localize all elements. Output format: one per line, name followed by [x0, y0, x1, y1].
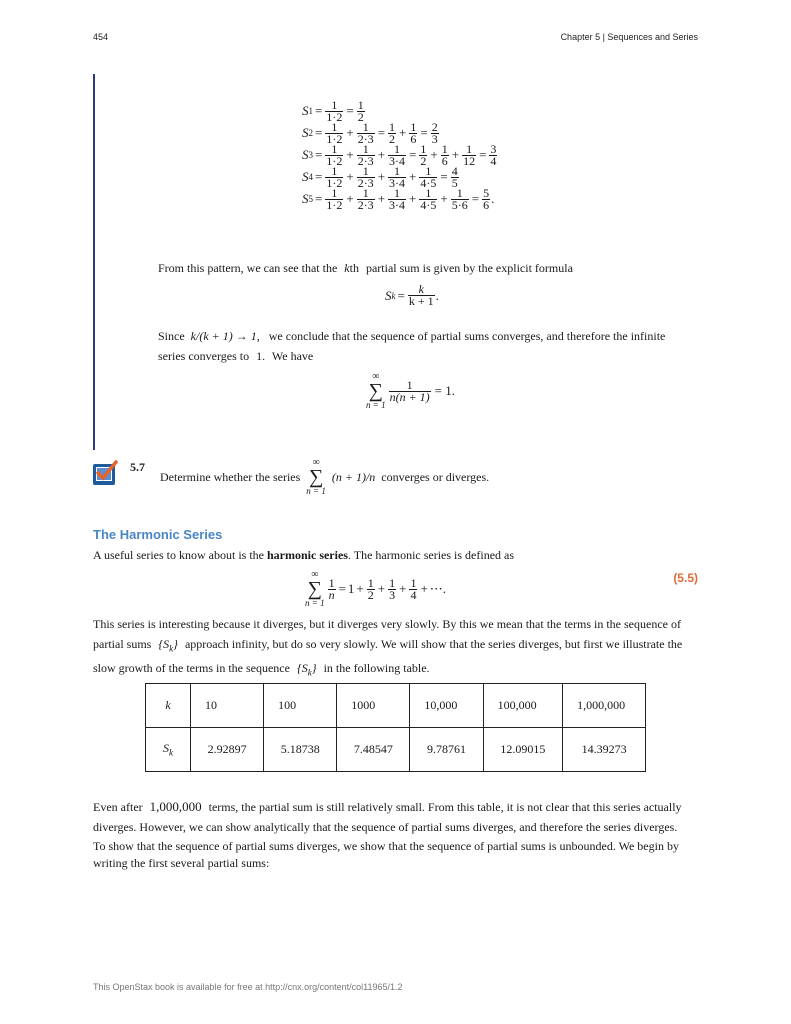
closing-paragraph-1: Even after 1,000,000 terms, the partial sum is still relatively small. From this table, it is not clear that this series actually diverges. However, we can show analytically that the sequence of partial sums diverges, and therefore the series diverges. — [93, 799, 682, 834]
pattern-paragraph: From this pattern, we can see that the kth partial sum is given by the explicit formula — [158, 261, 573, 275]
equation-number: (5.5) — [673, 571, 698, 585]
table-cell: 12.09015 — [483, 728, 563, 772]
chapter-title: Chapter 5 | Sequences and Series — [560, 32, 698, 42]
checkpoint-number: 5.7 — [130, 460, 145, 474]
sigma-symbol: ∞ ∑ n = 1 — [366, 371, 386, 410]
partial-sum-s1: S 1 = $\frac{1}{1\cdot 2}$ = $\frac{1}{2}$ — [302, 97, 364, 124]
partial-sum-s5: S 5 = $\frac{1}{1\cdot 2}$ + $\frac{1}{2\cdot 3}$ + $\frac{1}{3\cdot 4}$ + $\frac{1}{4\cdot 5}$ + $\frac{1}{5\cdot 6}$ = $\frac{5}{6}$ . — [302, 185, 495, 212]
example-sidebar-rule — [93, 74, 95, 450]
section-heading: The Harmonic Series — [93, 527, 223, 542]
partial-sum-s3: S 3 = $\frac{1}{1\cdot 2}$ + $\frac{1}{2\cdot 3}$ + $\frac{1}{3\cdot 4}$ = $\frac{1}{2}$ + $\frac{1}{6}$ + $\frac{1}{12}$ = $\frac{3}{4}$ — [302, 141, 497, 168]
sigma-symbol: ∞ ∑ n = 1 — [305, 569, 325, 608]
partial-sums-block — [302, 97, 498, 212]
telescoping-sum: ∞ ∑ n = 1 $\frac{1}{n(n + 1)}$ = 1. — [366, 371, 456, 410]
table-cell: 10,000 — [410, 684, 483, 728]
harmonic-series-equation: ∞ ∑ n = 1 $\frac{1}{n}$ = 1 + $\frac{1}{2}$ + $\frac{1}{3}$ + $\frac{1}{4}$ + ⋯. — [305, 569, 447, 608]
table-cell: 2.92897 — [191, 728, 264, 772]
harmonic-paragraph: This series is interesting because it diverges, but it diverges very slowly. By this we mean that the terms in the sequence of partial sums $\{S_k\}$ approach infinity, but do so very slowly. We will show that the series diverges, but first we illustrate the slow growth of the terms in the sequence $\{S_k\}$ in the following table. — [93, 617, 683, 678]
table-row — [146, 728, 646, 772]
partial-sums-table — [145, 683, 646, 772]
since-paragraph: Since k/(k + 1) → 1, we conclude that the sequence of partial sums converges, and therefore the infinite series converges to 1. We have — [158, 329, 666, 363]
sequence-sk: $\{S_k\}$ — [296, 661, 317, 678]
table-cell: 7.48547 — [337, 728, 410, 772]
table-cell: 14.39273 — [563, 728, 646, 772]
checkpoint-icon — [92, 460, 118, 486]
explicit-formula: S k = $\frac{k}{k + 1}$ . — [385, 282, 439, 308]
checkpoint-text: Determine whether the series ∞ ∑ n = 1 (n + 1)/n converges or diverges. — [160, 457, 490, 496]
table-header-sk: $S_k$ — [146, 728, 191, 772]
table-cell: 10 — [191, 684, 264, 728]
partial-sum-s4: S 4 = $\frac{1}{1\cdot 2}$ + $\frac{1}{2\cdot 3}$ + $\frac{1}{3\cdot 4}$ + $\frac{1}{4\cdot 5}$ = $\frac{4}{5}$ — [302, 163, 458, 190]
closing-paragraph-2: To show that the sequence of partial sums diverges, we show that the sequence of partial sums is unbounded. We begin by writing the first several partial sums: — [93, 839, 679, 870]
harmonic-intro: A useful series to know about is the harmonic series. The harmonic series is defined as — [93, 548, 515, 562]
partial-sum-s2: S 2 = $\frac{1}{1\cdot 2}$ + $\frac{1}{2\cdot 3}$ = $\frac{1}{2}$ + $\frac{1}{6}$ = $\frac{2}{3}$ — [302, 119, 438, 146]
sequence-sk: $\{S_k\}$ — [158, 637, 178, 654]
table-cell: 1000 — [337, 684, 410, 728]
table-cell: 9.78761 — [410, 728, 483, 772]
table-cell: 100 — [264, 684, 337, 728]
table-cell: 5.18738 — [264, 728, 337, 772]
table-header-k: k — [146, 684, 191, 728]
term-harmonic-series: harmonic series — [266, 548, 348, 562]
table-cell: 1,000,000 — [563, 684, 646, 728]
footer-text: This OpenStax book is available for free at http://cnx.org/content/col11965/1.2 — [93, 982, 403, 992]
page-number: 454 — [93, 32, 109, 42]
table-cell: 100,000 — [483, 684, 563, 728]
sigma-symbol: ∞ ∑ n = 1 — [306, 457, 326, 496]
table-row — [146, 684, 646, 728]
